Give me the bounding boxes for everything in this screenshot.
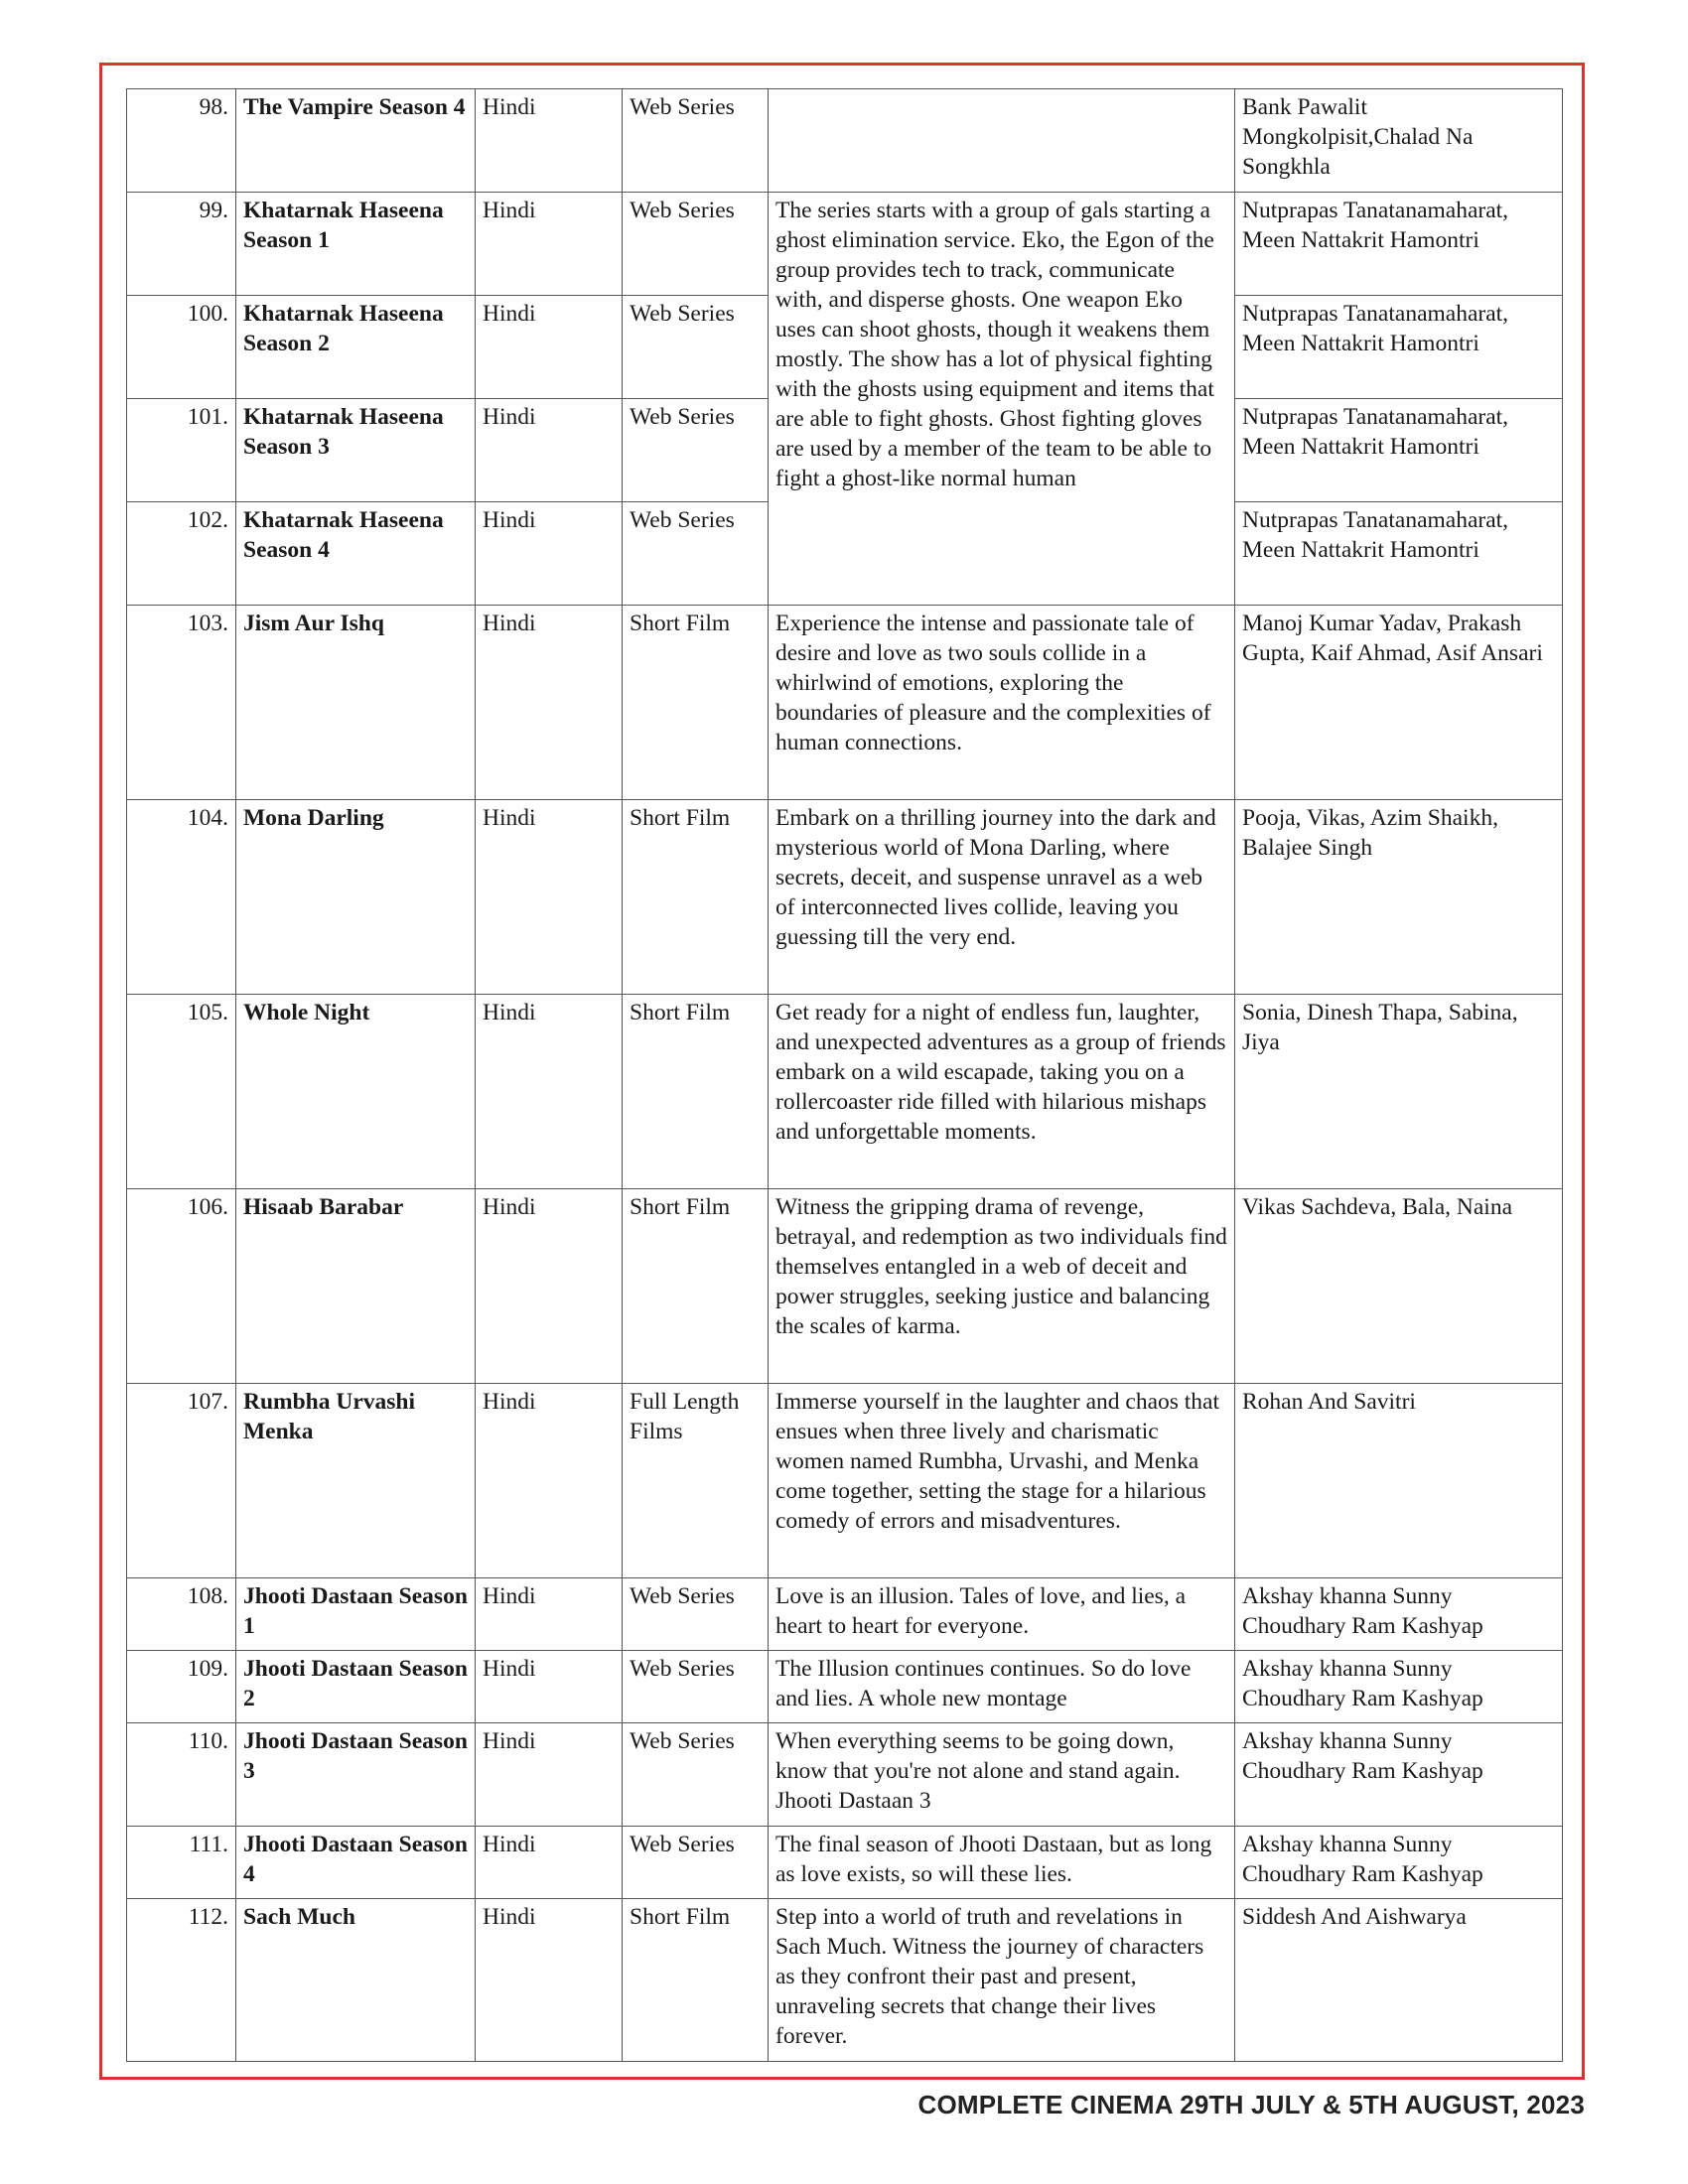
row-format: Web Series [623, 296, 769, 399]
row-synopsis: Immerse yourself in the laughter and chaos that ensues when three lively and charismatic women named Rumbha, Urvashi, and Menka come together, setting the stage for a hilarious comedy of errors and misadventures. [769, 1384, 1235, 1578]
row-synopsis [769, 89, 1235, 193]
row-format: Web Series [623, 399, 769, 502]
row-number: 112. [127, 1899, 236, 2062]
table-row [127, 1384, 1563, 1578]
row-synopsis: Love is an illusion. Tales of love, and lies, a heart to heart for everyone. [769, 1578, 1235, 1651]
row-language: Hindi [476, 399, 623, 502]
row-cast: Bank Pawalit Mongkolpisit,Chalad Na Songkhla [1235, 89, 1563, 193]
row-number: 108. [127, 1578, 236, 1651]
row-number: 99. [127, 193, 236, 296]
publication-footer: COMPLETE CINEMA 29TH JULY & 5TH AUGUST, 2023 [917, 2090, 1585, 2119]
row-number: 102. [127, 502, 236, 606]
row-title: Jhooti Dastaan Season 2 [236, 1651, 476, 1723]
row-title: Jism Aur Ishq [236, 606, 476, 800]
row-format: Short Film [623, 1899, 769, 2062]
row-language: Hindi [476, 1899, 623, 2062]
row-language: Hindi [476, 1578, 623, 1651]
row-cast: Siddesh And Aishwarya [1235, 1899, 1563, 2062]
row-format: Short Film [623, 995, 769, 1189]
row-synopsis: Witness the gripping drama of revenge, betrayal, and redemption as two individuals find themselves entangled in a web of deceit and power struggles, seeking justice and balancing the scales of karma. [769, 1189, 1235, 1384]
row-number: 110. [127, 1723, 236, 1827]
row-title: The Vampire Season 4 [236, 89, 476, 193]
row-title: Khatarnak Haseena Season 1 [236, 193, 476, 296]
row-synopsis-shared: The series starts with a group of gals starting a ghost elimination service. Eko, the Egon of the group provides tech to track, communicate with, and disperse ghosts. One weapon Eko uses can shoot ghosts, though it weakens them mostly. The show has a lot of physical fighting with the ghosts using equipment and items that are able to fight ghosts. Ghost fighting gloves are used by a member of the team to be able to fight a ghost-like normal human [769, 193, 1235, 606]
row-number: 106. [127, 1189, 236, 1384]
row-format: Web Series [623, 1651, 769, 1723]
row-synopsis: Experience the intense and passionate tale of desire and love as two souls collide in a whirlwind of emotions, exploring the boundaries of pleasure and the complexities of human connections. [769, 606, 1235, 800]
row-cast: Rohan And Savitri [1235, 1384, 1563, 1578]
table-row [127, 1578, 1563, 1651]
row-format: Web Series [623, 89, 769, 193]
row-title: Khatarnak Haseena Season 2 [236, 296, 476, 399]
row-synopsis: The Illusion continues continues. So do love and lies. A whole new montage [769, 1651, 1235, 1723]
row-title: Jhooti Dastaan Season 3 [236, 1723, 476, 1827]
row-format: Short Film [623, 606, 769, 800]
row-cast: Akshay khanna Sunny Choudhary Ram Kashyap [1235, 1651, 1563, 1723]
row-language: Hindi [476, 800, 623, 995]
row-cast: Manoj Kumar Yadav, Prakash Gupta, Kaif Ahmad, Asif Ansari [1235, 606, 1563, 800]
row-number: 100. [127, 296, 236, 399]
row-language: Hindi [476, 1723, 623, 1827]
row-cast: Sonia, Dinesh Thapa, Sabina, Jiya [1235, 995, 1563, 1189]
row-title: Jhooti Dastaan Season 1 [236, 1578, 476, 1651]
row-language: Hindi [476, 89, 623, 193]
row-number: 109. [127, 1651, 236, 1723]
row-number: 104. [127, 800, 236, 995]
row-language: Hindi [476, 1827, 623, 1899]
row-number: 111. [127, 1827, 236, 1899]
row-cast: Nutprapas Tanatanamaharat, Meen Nattakrit Hamontri [1235, 399, 1563, 502]
table-row [127, 995, 1563, 1189]
row-language: Hindi [476, 1651, 623, 1723]
row-language: Hindi [476, 1189, 623, 1384]
row-title: Khatarnak Haseena Season 3 [236, 399, 476, 502]
row-format: Web Series [623, 1827, 769, 1899]
row-number: 105. [127, 995, 236, 1189]
row-format: Web Series [623, 1723, 769, 1827]
row-number: 98. [127, 89, 236, 193]
table-row [127, 89, 1563, 193]
row-title: Khatarnak Haseena Season 4 [236, 502, 476, 606]
row-cast: Akshay khanna Sunny Choudhary Ram Kashyap [1235, 1578, 1563, 1651]
table-row [127, 193, 1563, 296]
table-row [127, 1827, 1563, 1899]
row-language: Hindi [476, 995, 623, 1189]
table-row [127, 1651, 1563, 1723]
row-language: Hindi [476, 296, 623, 399]
row-cast: Pooja, Vikas, Azim Shaikh, Balajee Singh [1235, 800, 1563, 995]
row-cast: Vikas Sachdeva, Bala, Naina [1235, 1189, 1563, 1384]
row-format: Short Film [623, 1189, 769, 1384]
table-row [127, 800, 1563, 995]
row-title: Rumbha Urvashi Menka [236, 1384, 476, 1578]
row-format: Short Film [623, 800, 769, 995]
row-cast: Nutprapas Tanatanamaharat, Meen Nattakrit Hamontri [1235, 193, 1563, 296]
row-cast: Nutprapas Tanatanamaharat, Meen Nattakrit Hamontri [1235, 296, 1563, 399]
row-synopsis: When everything seems to be going down, know that you're not alone and stand again. Jhooti Dastaan 3 [769, 1723, 1235, 1827]
row-title: Hisaab Barabar [236, 1189, 476, 1384]
row-title: Whole Night [236, 995, 476, 1189]
row-cast: Akshay khanna Sunny Choudhary Ram Kashyap [1235, 1723, 1563, 1827]
row-synopsis: Get ready for a night of endless fun, laughter, and unexpected adventures as a group of friends embark on a wild escapade, taking you on a rollercoaster ride filled with hilarious mishaps and unforgettable moments. [769, 995, 1235, 1189]
row-language: Hindi [476, 606, 623, 800]
row-cast: Akshay khanna Sunny Choudhary Ram Kashyap [1235, 1827, 1563, 1899]
table-row [127, 1899, 1563, 2062]
row-title: Mona Darling [236, 800, 476, 995]
row-title: Sach Much [236, 1899, 476, 2062]
row-format: Web Series [623, 1578, 769, 1651]
row-synopsis: Step into a world of truth and revelations in Sach Much. Witness the journey of characters as they confront their past and present, unraveling secrets that change their lives forever. [769, 1899, 1235, 2062]
row-language: Hindi [476, 502, 623, 606]
content-listing-table [126, 88, 1563, 2062]
row-number: 101. [127, 399, 236, 502]
table-row [127, 606, 1563, 800]
row-format: Web Series [623, 193, 769, 296]
table-row [127, 1723, 1563, 1827]
table-row [127, 1189, 1563, 1384]
row-number: 107. [127, 1384, 236, 1578]
row-language: Hindi [476, 1384, 623, 1578]
row-number: 103. [127, 606, 236, 800]
row-synopsis: The final season of Jhooti Dastaan, but as long as love exists, so will these lies. [769, 1827, 1235, 1899]
row-title: Jhooti Dastaan Season 4 [236, 1827, 476, 1899]
row-cast: Nutprapas Tanatanamaharat, Meen Nattakrit Hamontri [1235, 502, 1563, 606]
row-format: Full Length Films [623, 1384, 769, 1578]
row-format: Web Series [623, 502, 769, 606]
row-language: Hindi [476, 193, 623, 296]
row-synopsis: Embark on a thrilling journey into the dark and mysterious world of Mona Darling, where secrets, deceit, and suspense unravel as a web of interconnected lives collide, leaving you guessing till the very end. [769, 800, 1235, 995]
